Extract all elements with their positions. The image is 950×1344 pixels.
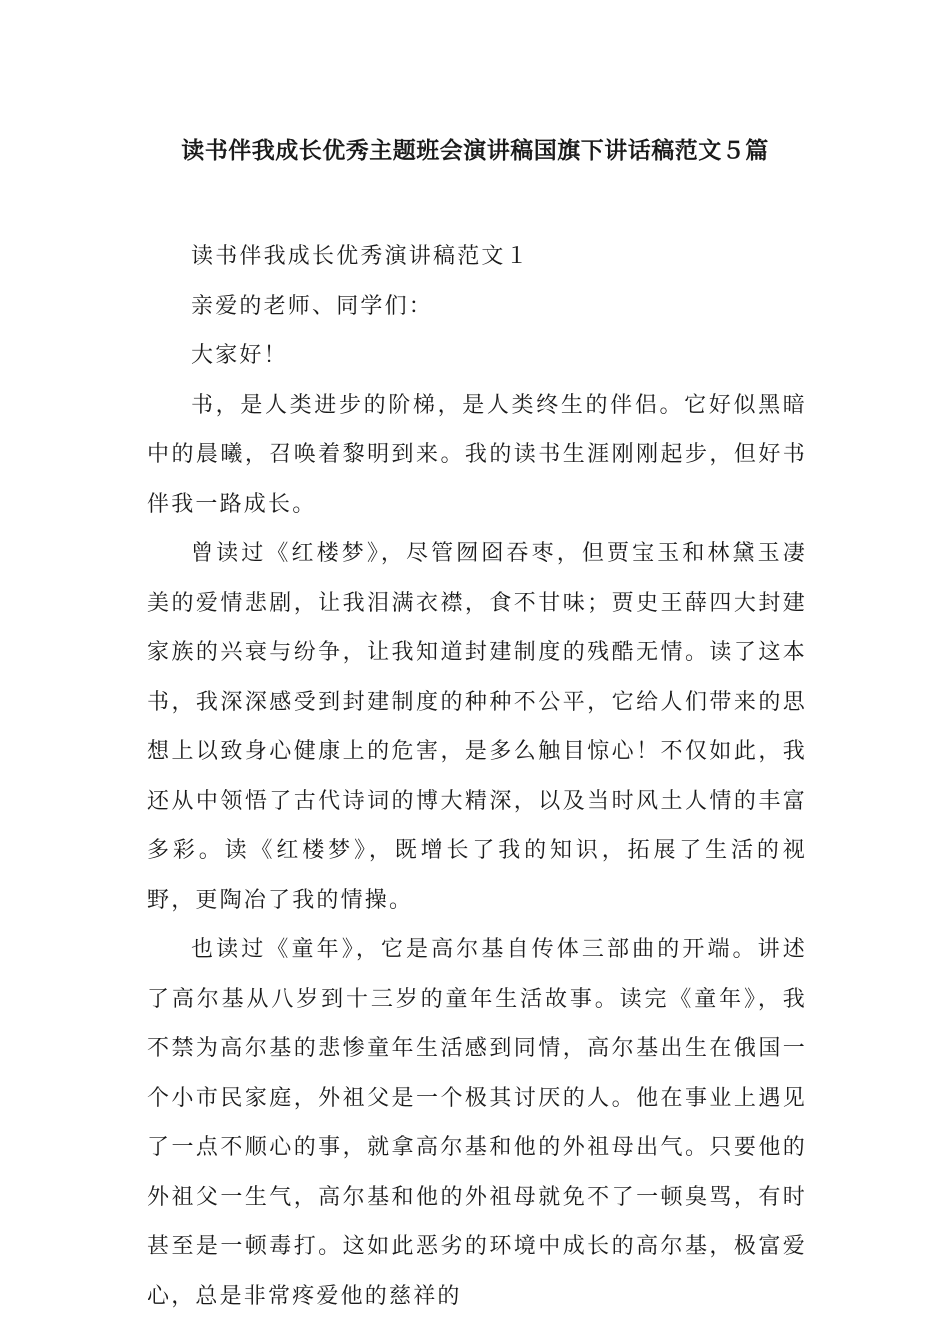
document-body — [147, 232, 807, 1321]
salutation: 亲爱的老师、同学们： — [191, 293, 434, 319]
paragraph: 书，是人类进步的阶梯，是人类终生的伴侣。它好似黑暗中的晨曦，召唤着黎明到来。我的读书生涯刚刚起步，但好书伴我一路成长。 — [147, 392, 807, 517]
section-heading: 读书伴我成长优秀演讲稿范文１ — [191, 244, 530, 269]
greeting: 大家好！ — [191, 343, 288, 368]
document-title: 读书伴我成长优秀主题班会演讲稿国旗下讲话稿范文５篇 — [181, 138, 769, 164]
paragraph: 曾读过《红楼梦》，尽管囫囵吞枣，但贾宝玉和林黛玉凄美的爱情悲剧，让我泪满衣襟，食不甘味；贾史王薛四大封建家族的兴衰与纷争，让我知道封建制度的残酷无情。读了这本书，我深深感受到封建制度的种种不公平，它给人们带来的思想上以致身心健康上的危害，是多么触目惊心！不仅如此，我还从中领悟了古代诗词的博大精深，以及当时风土人情的丰富多彩。读《红楼梦》，既增长了我的知识，拓展了生活的视野，更陶冶了我的情操。 — [147, 541, 807, 913]
paragraph: 也读过《童年》，它是高尔基自传体三部曲的开端。讲述了高尔基从八岁到十三岁的童年生活故事。读完《童年》，我不禁为高尔基的悲惨童年生活感到同情，高尔基出生在俄国一个小市民家庭，外祖父是一个极其讨厌的人。他在事业上遇见了一点不顺心的事，就拿高尔基和他的外祖母出气。只要他的外祖父一生气，高尔基和他的外祖母就免不了一顿臭骂，有时甚至是一顿毒打。这如此恶劣的环境中成长的高尔基，极富爱心，总是非常疼爱他的慈祥的 — [147, 937, 807, 1309]
